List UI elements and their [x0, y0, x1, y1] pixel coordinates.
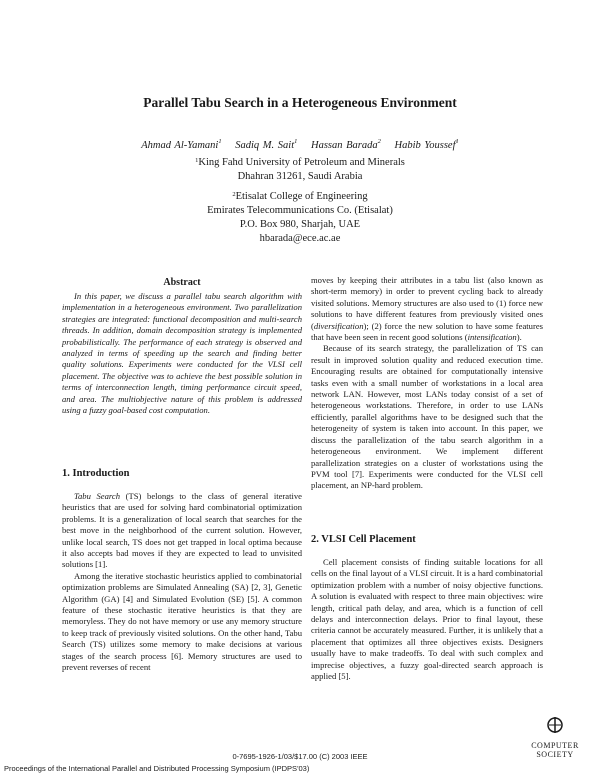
- section-2-heading: 2. VLSI Cell Placement: [311, 534, 416, 545]
- author-email: hbarada@ece.ac.ae: [259, 233, 341, 244]
- author: Hassan Barada$^2$: [310, 138, 381, 151]
- paragraph: Tabu Search (TS) belongs to the class of general iterative heuristics that are used for solving hard combinatorial optimization problems. It is a generalization of local search that searches for the best move in the neighborhood of the current solution. However, unlike local search, TS does not get trapped in local optima because it also accepts bad moves if they are expected to lead to unvisited solutions [1].: [62, 491, 302, 570]
- paragraph: Because of its search strategy, the parallelization of TS can result in improved solution quality and reduced execution time. Encouraging results are obtained for computationally intensive tasks even with a small number of workstations in a local area network LAN. However, most LANs today consist of a set of heterogeneous workstations. Therefore, in order to use LANs efficiently, parallel algorithms have to be designed such that the heterogeneity of system is taken into account. In this paper, we discuss the parallelization of the tabu search algorithm in a heterogeneous environment. We implement different parallelization strategies on a cluster of workstations using the PVM tool [7]. Experiments were conducted for the VLSI cell placement, an NP-hard problem.: [311, 343, 543, 491]
- abstract-heading: Abstract: [163, 277, 201, 288]
- footer-proceedings: Proceedings of the International Parallel and Distributed Processing Symposium (IPDPS'03): [4, 764, 310, 773]
- footer-isbn: 0-7695-1926-1/03/$17.00 (C) 2003 IEEE: [232, 752, 368, 761]
- affiliation-2: $^2$Etisalat College of Engineering Emirates Telecommunications Co. (Etisalat) P.O. Box 980, Sharjah, UAE hbarada@ece.ac.ae: [0, 190, 600, 246]
- author: Habib Youssef$^1$: [394, 138, 459, 151]
- computer-society-emblem-icon: [520, 716, 590, 736]
- paragraph: moves by keeping their attributes in a tabu list (also known as short-term memory) in order to prevent cycling back to already visited solutions. Memory structures are also used to (1) force new solutions to have different features from previously visited ones (diversification); (2) force the new solution to have some features that have been seen in recent good solutions (intensification).: [311, 275, 543, 343]
- paper-title: Parallel Tabu Search in a Heterogeneous Environment: [143, 95, 457, 110]
- author: Sadiq M. Sait$^1$: [235, 138, 298, 151]
- right-column-body: [311, 275, 543, 492]
- computer-society-logo: COMPUTER SOCIETY: [520, 716, 590, 759]
- section-2-body: Cell placement consists of finding suitable locations for all cells on the final layout of a VLSI circuit. It is a hard combinatorial optimization problem with a number of noisy objective functions. A solution is evaluated with respect to three main objectives: wire length, critical path delay, and area, which is a function of cell delays and interconnection delays. Prior to final layout, these criteria cannot be accurately measured. Further, it is unlikely that a placement that optimizes all three objectives exists. Designers usually have to make tradeoffs. To deal with such complex and imprecise objectives, a fuzzy goal-directed search approach is applied [5].: [311, 557, 543, 682]
- affiliation-1: $^1$King Fahd University of Petroleum and Minerals Dhahran 31261, Saudi Arabia: [195, 157, 405, 182]
- author-list: [0, 140, 600, 151]
- introduction-body: [62, 491, 302, 674]
- author: Ahmad Al-Yamani$^1$: [141, 138, 222, 151]
- abstract-text: In this paper, we discuss a parallel tabu search algorithm with implementation in a heterogeneous environment. Two parallelization strategies are integrated: functional decomposition and multi-search threads. In addition, domain decomposition strategy is implemented probabilistically. The performance of each strategy is observed and analyzed in terms of speeding up the search and finding better quality solutions. Experiments were conducted for the VLSI cell placement. The objective was to achieve the best possible solution in terms of interconnection length, timing performance circuit speed, and area. The multiobjective nature of this problem is addressed using a fuzzy goal-based cost computation.: [62, 291, 302, 416]
- introduction-heading: 1. Introduction: [62, 468, 130, 479]
- paragraph: Among the iterative stochastic heuristics applied to combinatorial optimization problems are Simulated Annealing (SA) [2, 3], Genetic Algorithm (GA) [4] and Simulated Evolution (SE) [5]. A common feature of these stochastic iterative heuristics is that they are memoryless. They do not have memory or use any memory structure to keep track of previously visited solutions. On the other hand, Tabu Search (TS) utilizes some memory to make decisions at various stages of the search process [6]. Memory structures are used to prevent reverses of recent: [62, 570, 302, 673]
